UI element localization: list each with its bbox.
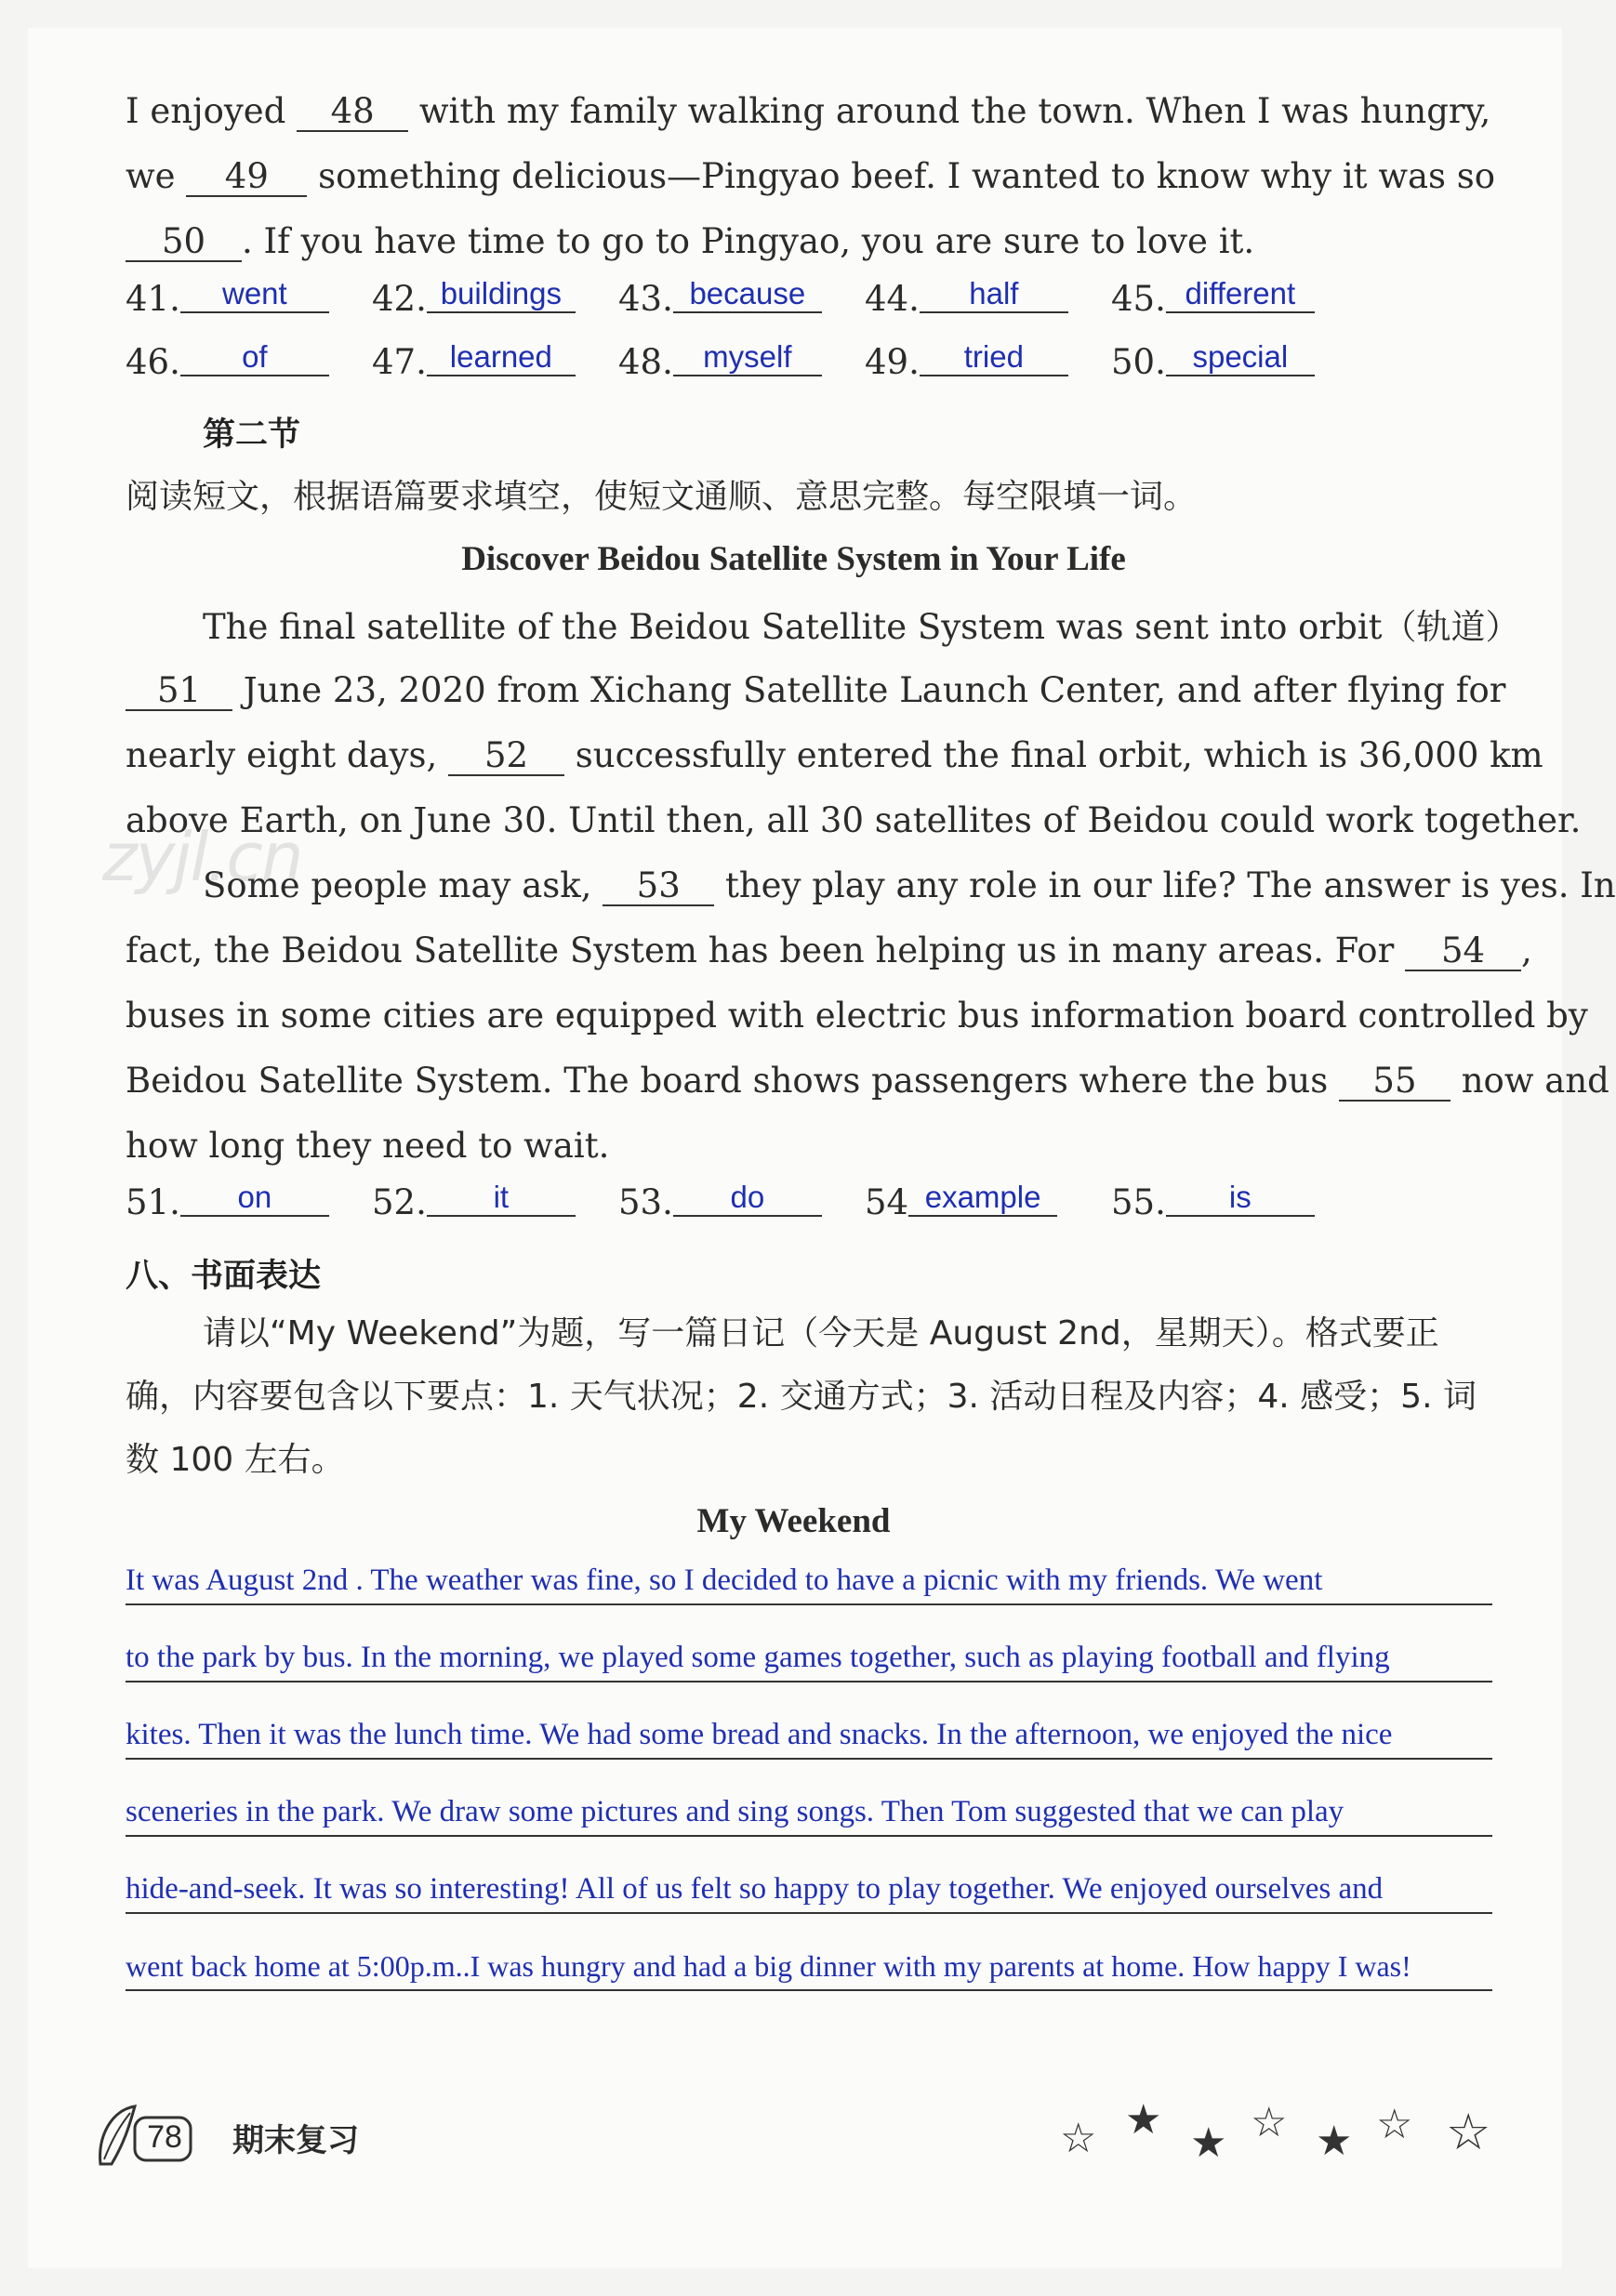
text: successfully entered the final orbit, which is 36,000 km xyxy=(575,735,1543,775)
answer-text: special xyxy=(1166,339,1315,376)
essay-title: My Weekend xyxy=(696,1502,891,1540)
answer-item xyxy=(865,339,1068,382)
text: fact, the Beidou Satellite System has been helping us in many areas. For xyxy=(126,930,1395,970)
essay-line: hide-and-seek. It was so interesting! All of us felt so happy to play together. We enjoyed ourselves and xyxy=(126,1866,1492,1914)
text: they play any role in our life? The answer is yes. In xyxy=(724,865,1616,905)
answer-text: buildings xyxy=(427,276,576,313)
answer-item xyxy=(372,1182,576,1222)
text: we xyxy=(126,156,176,196)
question-number: 41. xyxy=(126,279,180,319)
text: , xyxy=(1521,930,1532,970)
text: Some people may ask, xyxy=(203,865,592,905)
answer-item xyxy=(126,276,329,319)
answer-text: tried xyxy=(920,339,1068,376)
text: now and xyxy=(1461,1061,1609,1101)
answer-item xyxy=(1111,339,1315,382)
answer-text: on xyxy=(180,1180,329,1217)
answer-text: it xyxy=(427,1180,576,1217)
question-number: 52. xyxy=(372,1182,427,1222)
question-number: 46. xyxy=(126,342,180,382)
text: with my family walking around the town. When I was hungry, xyxy=(418,91,1491,131)
answer-item xyxy=(372,276,576,319)
text: something delicious—Pingyao beef. I wanted to know why it was so xyxy=(318,156,1496,196)
blank-48: 48 xyxy=(297,93,408,132)
text: nearly eight days, xyxy=(126,735,438,775)
answer-text: half xyxy=(920,276,1068,313)
section8-instruction-line3: 数 100 左右。 xyxy=(126,1441,345,1479)
question-number: 42. xyxy=(372,279,427,319)
essay-line: went back home at 5:00p.m..I was hungry and had a big dinner with my parents at home. How happy I was! xyxy=(126,1943,1492,1991)
question-number: 51. xyxy=(126,1182,180,1222)
essay-line: It was August 2nd . The weather was fine, so I decided to have a picnic with my friends. We went xyxy=(126,1557,1492,1605)
text: I enjoyed xyxy=(126,91,286,131)
answer-item xyxy=(865,1182,1057,1222)
star-icon: ☆ xyxy=(1251,2099,1288,2146)
text: Beidou Satellite System. The board shows passengers where the bus xyxy=(126,1061,1329,1101)
answer-item xyxy=(126,339,329,382)
answer-row-46-50 xyxy=(126,339,1334,394)
answer-text: of xyxy=(180,339,329,376)
passage2-line9: how long they need to wait. xyxy=(126,1126,610,1166)
passage1-line3 xyxy=(126,218,1492,265)
section8-instruction-line2: 确，内容要包含以下要点：1. 天气状况；2. 交通方式；3. 活动日程及内容；4. 感受；5. 词 xyxy=(126,1378,1477,1416)
passage2-line5 xyxy=(203,863,1616,909)
passage2-line8 xyxy=(126,1058,1609,1104)
section2-heading: 第二节 xyxy=(203,416,301,454)
page-number: 78 xyxy=(147,2119,182,2155)
blank-49: 49 xyxy=(186,158,307,197)
answer-item xyxy=(618,1182,822,1222)
passage2-title: Discover Beidou Satellite System in Your Life xyxy=(461,540,1126,578)
passage2-line6 xyxy=(126,928,1532,974)
section2-instruction: 阅读短文，根据语篇要求填空，使短文通顺、意思完整。每空限填一词。 xyxy=(126,478,1198,516)
passage1-line1 xyxy=(126,88,1492,135)
blank-52: 52 xyxy=(448,737,564,776)
star-icon: ☆ xyxy=(1446,2103,1491,2161)
star-icon: ☆ xyxy=(1060,2115,1097,2162)
answer-item xyxy=(372,339,576,382)
question-number: 54 xyxy=(865,1182,909,1222)
question-number: 47. xyxy=(372,342,427,382)
answer-item xyxy=(618,339,822,382)
watermark-logo: zyjl.cn xyxy=(102,818,302,896)
passage2-line2 xyxy=(126,667,1506,714)
star-icon: ☆ xyxy=(1376,2101,1413,2148)
answer-text: learned xyxy=(427,339,576,376)
answer-item xyxy=(1111,276,1315,319)
section8-heading: 八、书面表达 xyxy=(126,1258,322,1295)
question-number: 53. xyxy=(618,1182,673,1222)
star-icon: ★ xyxy=(1125,2096,1162,2144)
answer-text: example xyxy=(908,1180,1057,1217)
blank-53: 53 xyxy=(603,867,714,906)
question-number: 45. xyxy=(1111,279,1166,319)
answer-item xyxy=(865,276,1068,319)
page-number-badge xyxy=(93,2099,195,2177)
blank-54: 54 xyxy=(1405,932,1521,971)
blank-55: 55 xyxy=(1339,1062,1450,1102)
passage2-line4: above Earth, on June 30. Until then, all 30 satellites of Beidou could work together. xyxy=(126,800,1582,840)
answer-text: do xyxy=(673,1180,822,1217)
answer-row-41-45 xyxy=(126,276,1334,331)
star-icon: ★ xyxy=(1316,2118,1353,2165)
answer-item xyxy=(1111,1182,1315,1222)
passage2-line1: The final satellite of the Beidou Satellite System was sent into orbit（轨道） xyxy=(203,607,1520,647)
question-number: 43. xyxy=(618,279,673,319)
question-number: 50. xyxy=(1111,342,1166,382)
passage1-line2 xyxy=(126,153,1496,200)
question-number: 49. xyxy=(865,342,920,382)
essay-line: to the park by bus. In the morning, we played some games together, such as playing football and flying xyxy=(126,1634,1492,1682)
question-number: 55. xyxy=(1111,1182,1166,1222)
answer-text: went xyxy=(180,276,329,313)
question-number: 44. xyxy=(865,279,920,319)
star-icon: ★ xyxy=(1190,2119,1227,2167)
question-number: 48. xyxy=(618,342,673,382)
answer-text: is xyxy=(1166,1180,1315,1217)
footer-label: 期末复习 xyxy=(232,2122,359,2159)
text: June 23, 2020 from Xichang Satellite Launch Center, and after flying for xyxy=(243,670,1506,710)
passage2-line7: buses in some cities are equipped with electric bus information board controlled by xyxy=(126,996,1588,1036)
answer-item xyxy=(126,1182,329,1222)
answer-text: myself xyxy=(673,339,822,376)
answer-text: different xyxy=(1166,276,1315,313)
essay-line: kites. Then it was the lunch time. We had some bread and snacks. In the afternoon, we enjoyed the nice xyxy=(126,1711,1492,1760)
essay-line: sceneries in the park. We draw some pictures and sing songs. Then Tom suggested that we can play xyxy=(126,1788,1492,1837)
answer-item xyxy=(618,276,822,319)
section8-instruction-line1: 请以“My Weekend”为题，写一篇日记（今天是 August 2nd，星期天）。格式要正 xyxy=(203,1314,1439,1353)
answer-text: because xyxy=(673,276,822,313)
blank-50: 50 xyxy=(126,223,242,262)
passage2-line3 xyxy=(126,732,1543,779)
answer-row-51-55 xyxy=(126,1182,1334,1234)
text: . If you have time to go to Pingyao, you are sure to love it. xyxy=(242,221,1255,261)
blank-51: 51 xyxy=(126,672,232,711)
